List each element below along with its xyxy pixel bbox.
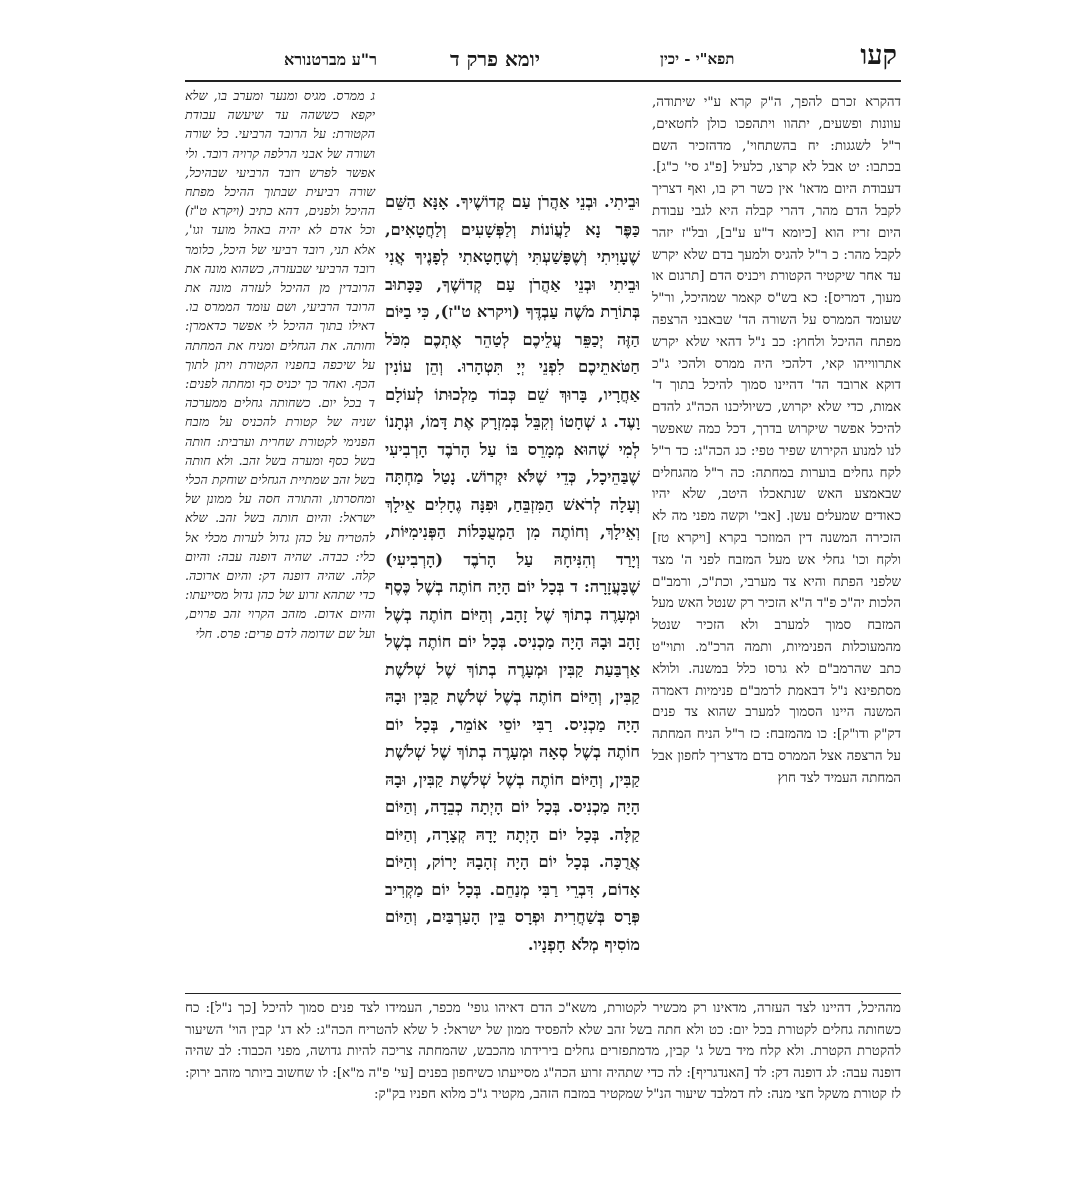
header-commentary-label: תפא"י - יכין xyxy=(660,50,735,68)
header-left-commentary-label: ר"ע מברטנורא xyxy=(284,50,377,69)
footer-rule xyxy=(185,993,901,994)
page-number: קעו xyxy=(860,40,897,71)
mishnah-text: וּבֵיתִי. וּבְנֵי אַהֲרֹן עַם קְדוֹשֶׁיךָ. אָנָּא הַשֵּׁם כַּפֶּר נָא לַעֲוֹנוֹת וְלַפְּשָׁעִים וְלַחֲטָאִים, שֶׁעָוִיתִי וְשֶׁפָּשַׁעְתִּי וְשֶׁחָטָאתִי לְפָנֶיךָ אֲנִי וּבֵיתִי וּבְנֵי אַהֲרֹן עַם קְדוֹשֶׁךָ, כַּכָּתוּב בְּתוֹרַת מֹשֶׁה עַבְדֶּךָ (ויקרא ט"ז), כִּי בַיּוֹם הַזֶּה יְכַפֵּר עֲלֵיכֶם לְטַהֵר אֶתְכֶם מִכֹּל חַטֹּאתֵיכֶם לִפְנֵי יְיָ תִּטְהָרוּ. וְהֵן עוֹנִין אַחֲרָיו, בָּרוּךְ שֵׁם כְּבוֹד מַלְכוּתוֹ לְעוֹלָם וָעֶד. ג שְׁחָטוֹ וְקִבֵּל בְּמִזְרָק אֶת דָּמוֹ, וּנְתָנוֹ לְמִי שֶׁהוּא מְמָרֵס בּוֹ עַל הָרֹבֶד הָרְבִיעִי שֶׁבַּהֵיכָל, כְּדֵי שֶׁלֹּא יִקְרוֹשׁ. נָטַל מַחְתָּה וְעָלָה לְרֹאשׁ הַמִּזְבֵּחַ, וּפִנָּה גֶחָלִים אֵילָךְ וְאֵילָךְ, וְחוֹתֶה מִן הַמְעֻכָּלוֹת הַפְּנִימִיּוֹת, וְיָרַד וְהִנִּיחָהּ עַל הָרֹבֶד (הָרְבִיעִי) שֶׁבָּעֲזָרָה: ד בְּכָל יוֹם הָיָה חוֹתֶה בְשֶׁל כֶּסֶף וּמְעָרֶה בְתוֹךְ שֶׁל זָהָב, וְהַיּוֹם חוֹתֶה בְשֶׁל זָהָב וּבָהּ הָיָה מַכְנִיס. בְּכָל יוֹם חוֹתֶה בְשֶׁל אַרְבַּעַת קַבִּין וּמְעָרֶה בְתוֹךְ שֶׁל שְׁלֹשֶׁת קַבִּין, וְהַיּוֹם חוֹתֶה בְשֶׁל שְׁלֹשֶׁת קַבִּין וּבָהּ הָיָה מַכְנִיס. רַבִּי יוֹסֵי אוֹמֵר, בְּכָל יוֹם חוֹתֶה בְשֶׁל סְאָה וּמְעָרֶה בְתוֹךְ שֶׁל שְׁלֹשֶׁת קַבִּין, וְהַיּוֹם חוֹתֶה בְשֶׁל שְׁלֹשֶׁת קַבִּין, וּבָהּ הָיָה מַכְנִיס. בְּכָל יוֹם הָיְתָה כְבֵדָה, וְהַיּוֹם קַלָּה. בְּכָל יוֹם הָיְתָה יָדָהּ קְצָרָה, וְהַיּוֹם אֲרֻכָּה. בְּכָל יוֹם הָיָה זְהָבָהּ יָרוֹק, וְהַיּוֹם אָדוֹם, דִּבְרֵי רַבִּי מְנַחֵם. בְּכָל יוֹם מַקְרִיב פְּרָס בְּשַׁחֲרִית וּפְרָס בֵּין הָעַרְבַּיִם, וְהַיּוֹם מוֹסִיף מְלֹא חָפְנָיו. xyxy=(385,192,640,954)
footnotes: מההיכל, דהיינו לצד העזרה, מדאינו רק מכשיר לקטורת, משא"כ הדם דאיהו גופי' מכפר, העמידו לצד פנים סמוך להיכל [כך נ"ל]: כח כשחותה גחלים לקטורת בכל יום: כט ולא חתה בשל זהב שלא להפסיד ממון של ישראל: ל שלא להטריח הכה"ג: לא דג' קבין הוי' השיעור להקטרת הקטרת. ולא קלח מיד בשל ג' קבין, מדמתפזרים גחלים בירידתו מהכבש, שהמחתה צריכה להיות גדושה, מפני הכבוד: לב שהיה דופנה עבה: לג דופנה דק: לד [האנדגריף]: לה כדי שתהיה זרוע הכה"ג מסייעתו כשיחפון בפנים [עי' פ"ה מ"א]: לו שחשוב ביותר מזהב ירוק: לז קטורת משקל חצי מנה: לח דמלבד שיעור הנ"ל שמקטיר במזבח הזהב, מקטיר ג"כ מלוא חפניו בק"ק: xyxy=(185,1001,901,1103)
tiferet-yisrael-commentary: דהקרא זכרם להפך, ה"ק קרא ע"י שיתודה, עוונות ופשעים, יתהוו ויתהפכו כולן לחטאים, ר"ל לשגגות: יח בהשתחוי', מדהזכיר השם בכתבו: יט אבל לא קרצו, כלעיל [פ"ג סי' כ"ג]. דעבודת היום מדאו' אין כשר רק בו, ואף דצריך לקבל הדם מהר, דהרי קבלה היא לגבי עבודת היום זריז הוא [כיומא ד"ע ע"ב], ובל"ז יזהר לקבל מהר: כ ר"ל להגיס ולמעך בדם שלא יקרש עד אחר שיקטיר הקטורת ויכניס הדם [תרגום או מעוך, דמריס]: כא בש"ס קאמר שמהיכל, ור"ל שעומד הממרס על השורה הד' שבאבני הרצפה מפתח ההיכל ולחוץ: כב נ"ל דהאי שלא יקרש אתרווייהו קאי, דלהכי היה ממרס ולהכי ג"כ דוקא ארובד הד' דהיינו סמוך להיכל בתוך ד' אמות, כדי שלא יקרוש, כשיוליכנו הכה"ג להדם להיכל אפשר שיקרוש בדרך, דכל כמה שאפשר לנו למנוע הקירוש שפיר טפי: כג הכה"ג: כד ר"ל לקח גחלים בוערות במחתה: כה ר"ל מהגחלים שבאמצע האש שנתאכלו היטב, שלא יהיו כאודים שמעלים עשן. [אבי' וקשה מפני מה לא הזכירה המשנה דין המוזכר בקרא [ויקרא טז] ולקח וכו' גחלי אש מעל המזבח לפני ה' מצד שלפני הפתח והיא צד מערבי, וכת"כ, ורמב"ם הלכות יה"כ פ"ד ה"א הזכיר רק שנטל האש מעל המזבח סמוך למערב ולא הזכיר שנטל מהמעוכלות הפנימיות, ותמה הרכ"מ. ותוי"ט כתב שהרמב"ם לא גרסו כלל במשנה. ולולא מסתפינא נ"ל דבאמת לרמב"ם פנימיות דאמרה המשנה היינו הסמוך למערב שהוא צד פנים דק"ק ודו"ק]: כו מהמזבח: כז ר"ל הניח המחתה על הרצפה אצל הממרס בדם מדצריך לחפון אבל המחתה העמיד לצד חוץ xyxy=(652,95,901,786)
bartenura-commentary: ג ממרס. מגיס ומנער ומערב בו, שלא יקפא כששהה עד שיעשה עבודת הקטורת: על הרובד הרביעי. כל שורה ושורה של אבני הרלפה קרויה רובד. ולי אפשר לפרש רובד הרביעי שבהיכל, שורה רביעית שבתוך ההיכל מפתח ההיכל ולפנים, דהא כתיב (ויקרא ט"ז) וכל אדם לא יהיה באהל מועד וגו', אלא תני, רובד רביעי של היכל, כלומר רובד הרביעי שבעזרה, כשהוא מונה את הרובדין מן ההיכל לעזרה מונה את הרובד הרביעי, ושם עומד הממרס בו. דאילו בתוך ההיכל לי אפשר כדאמרן: וחותה. את הגחלים ומניח את המחתה על שיכפה בחפניו הקטורת ויתן לתוך הכף. ואחר כך יכניס כף ומחתה לפנים: ד בכל יום. כשחותה גחלים ממערכה שניה של קטורת להכניס על מזבח הפנימי לקטורת שחרית וערבית: חותה בשל כסף ומערה בשל זהב. ולא חותה בשל זהב שמתיית הגחלים שוחקת הכלי ומחסרתו, והתורה חסה על ממונן של ישראל: והיום חותה בשל זהב. שלא להטריח על כהן גדול לערות מכלי אל כלי: כבדה. שהיה דופנה עבה: והיום קלה. שהיה דופנה דק: והיום ארוכה. כדי שתהא זרוע של כהן גדול מסייעתו: והיום אדום. מזהב הקרוי זהב פרוים, ועל שם שדומה לדם פרים: פרס. חלי xyxy=(185,88,375,641)
page-title: יומא פרק ד xyxy=(450,47,541,71)
header-rule xyxy=(185,80,901,82)
